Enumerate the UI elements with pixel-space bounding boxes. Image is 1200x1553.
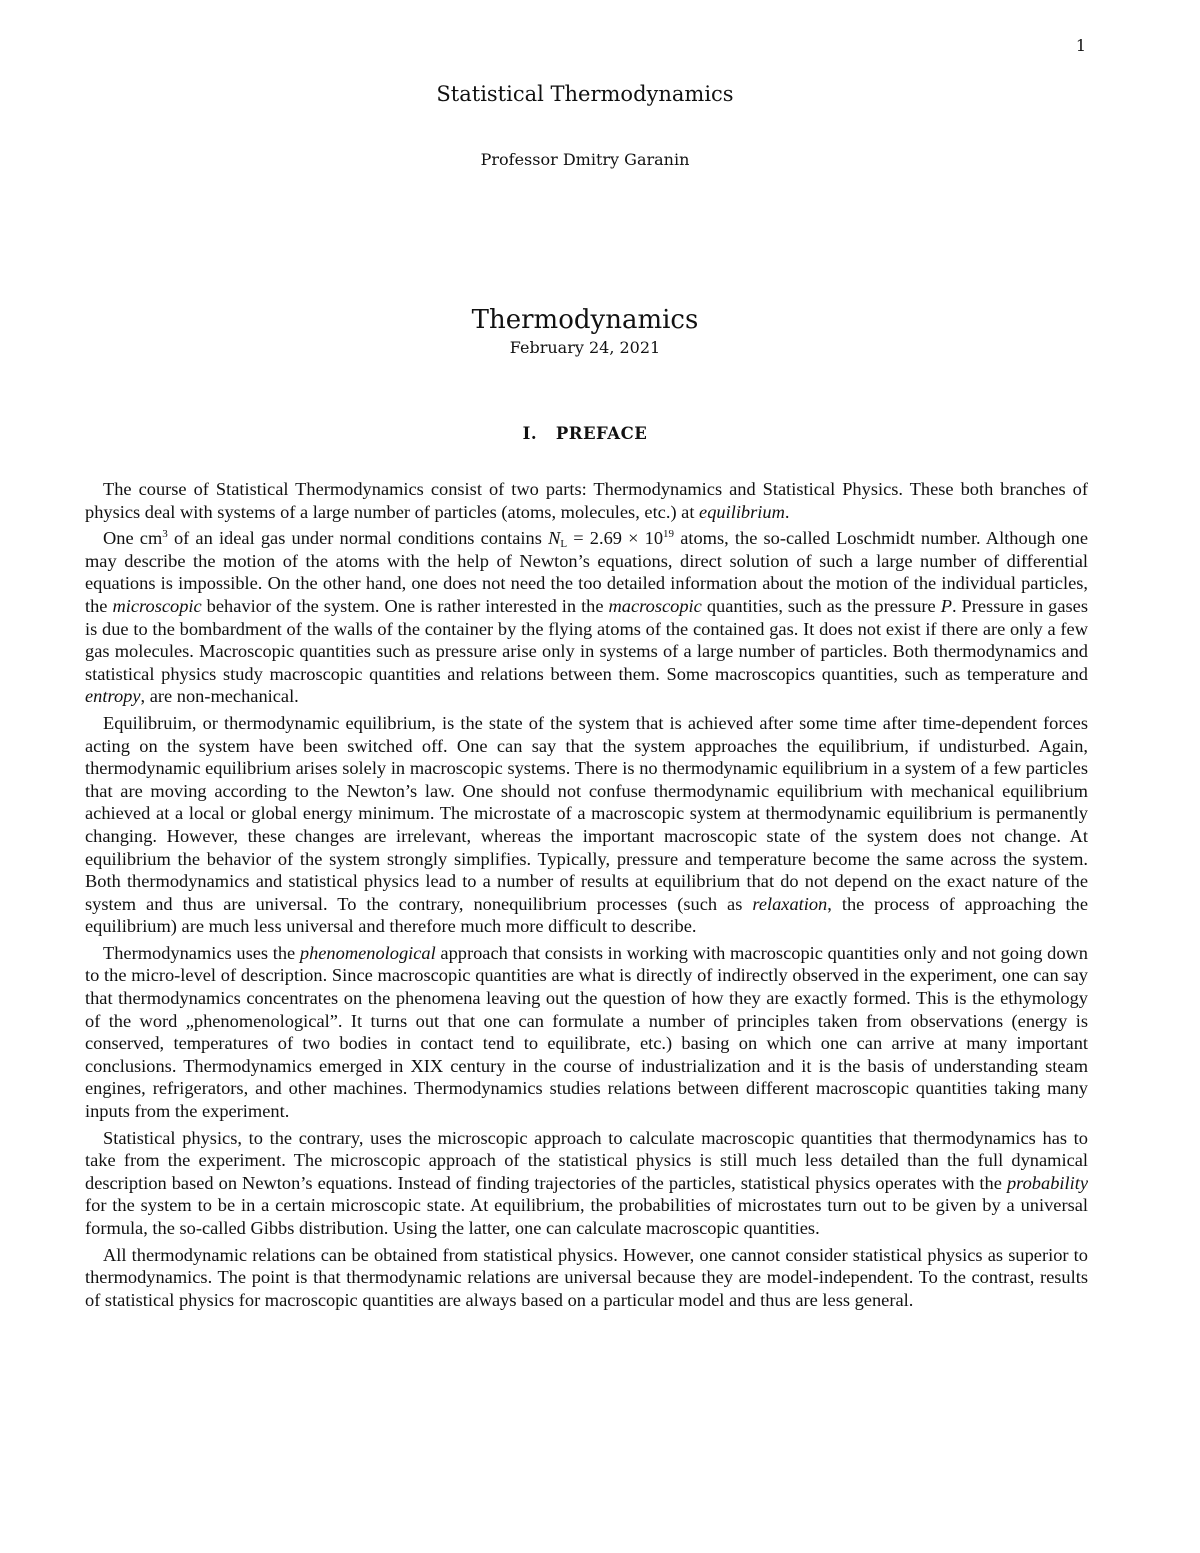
paragraph-3-em-relaxation: relaxation bbox=[752, 893, 828, 914]
paragraph-2-em-entropy: entropy bbox=[85, 686, 141, 707]
paragraph-5 bbox=[85, 1127, 1088, 1240]
paragraph-4-text-a: Thermodynamics uses the bbox=[103, 942, 300, 963]
section-heading bbox=[0, 424, 1170, 443]
course-title: Statistical Thermodynamics bbox=[436, 82, 734, 106]
paragraph-2-text-e: behavior of the system. One is rather interested in the bbox=[201, 595, 609, 616]
body-text bbox=[85, 478, 1088, 1315]
paragraph-3-text-b: , the process of approaching the equilibrium) are much less universal and therefore much more difficult to describe. bbox=[85, 893, 1089, 937]
paragraph-2 bbox=[85, 527, 1088, 708]
paragraph-1-em-equilibrium: equilibrium bbox=[699, 501, 785, 522]
doc-title: Thermodynamics bbox=[471, 305, 699, 335]
section-number: I. bbox=[522, 424, 538, 443]
paragraph-6 bbox=[85, 1244, 1088, 1312]
paragraph-2-text-d: atoms, the so-called Loschmidt number. Although one may describe the motion of the atoms with the help of Newton’s equations, direct solution of such a large number of differential equations is impossible. On the other hand, one does not need the too detailed information about the motion of the individual particles, the bbox=[85, 528, 1088, 616]
page-number: 1 bbox=[1075, 36, 1086, 55]
paragraph-2-text-g: . Pressure in gases is due to the bombardment of the walls of the container by the flying atoms of the contained gas. It does not exist if there are only a few gas molecules. Macroscopic quantities such as pressure arise only in systems of a large number of particles. Both thermodynamics and statistical physics study macroscopic quantities and relations between them. Some macroscopics quantities, such as temperature and bbox=[85, 595, 1088, 684]
paragraph-3-text-a: Equilibruim, or thermodynamic equilibrium, is the state of the system that is achieved after some time after time-dependent forces acting on the system have been switched off. One can say that the system approaches the equilibrium, if undisturbed. Again, thermodynamic equilibrium arises solely in macroscopic systems. There is no thermodynamic equilibrium in a system of a few particles that are moving according to the Newton’s law. One should not confuse thermodynamic equilibrium with mechanical equilibrium achieved at a local or global energy minimum. The microstate of a macroscopic system at thermodynamic equilibrium is permanently changing. However, these changes are irrelevant, whereas the important macroscopic state of the system does not change. At equilibrium the behavior of the system strongly simplifies. Typically, pressure and temperature become the same across the system. Both thermodynamics and statistical physics lead to a number of results at equilibrium that do not depend on the exact nature of the system and thus are universal. To the contrary, nonequilibrium processes (such as bbox=[85, 712, 1088, 914]
paragraph-2-text-f: quantities, such as the pressure bbox=[701, 595, 941, 616]
paragraph-5-text-b: for the system to be in a certain microscopic state. At equilibrium, the probabilities of microstates turn out to be given by a universal formula, the so-called Gibbs distribution. Using the latter, one can calculate macroscopic quantities. bbox=[85, 1195, 1088, 1238]
paragraph-2-var-n: N bbox=[548, 528, 561, 549]
paragraph-5-em-probability: probability bbox=[1006, 1172, 1088, 1193]
doc-date: February 24, 2021 bbox=[509, 338, 661, 357]
author: Professor Dmitry Garanin bbox=[480, 150, 690, 169]
paragraph-2-sub-l: L bbox=[560, 538, 568, 551]
paragraph-4-text-b: approach that consists in working with macroscopic quantities only and not going down to the micro-level of description. Since macroscopic quantities are what is directly of indirectly observed in the experiment, one can say that thermodynamics concentrates on the phenomena leaving out the question of how they are exactly formed. This is the ethymology of the word „phenomenological”. It turns out that one can formulate a number of principles taken from observations (energy is conserved, temperatures of two bodies in contact tend to equilibrate, etc.) basing on which one can arrive at many important conclusions. Thermodynamics emerged in XIX century in the course of industrialization and it is the basis of understanding steam engines, refrigerators, and other machines. Thermodynamics studies relations between different macroscopic quantities taking many inputs from the experiment. bbox=[85, 942, 1088, 1122]
paragraph-2-em-macroscopic: macroscopic bbox=[608, 595, 702, 616]
paragraph-5-text-a: Statistical physics, to the contrary, uses the microscopic approach to calculate macroscopic quantities that thermodynamics has to take from the experiment. The microscopic approach of the statistical physics is still much less detailed than the full dynamical description based on Newton’s equations. Instead of finding trajectories of the particles, statistical physics operates with the bbox=[85, 1127, 1088, 1193]
paragraph-2-sup-cm-exponent: 3 bbox=[162, 528, 168, 541]
section-title: PREFACE bbox=[555, 424, 648, 443]
paragraph-1-text-a: The course of Statistical Thermodynamics consist of two parts: Thermodynamics and Statistical Physics. These both branches of physics deal with systems of a large number of particles (atoms, molecules, etc.) at bbox=[85, 479, 1088, 522]
paragraph-6-text-a: All thermodynamic relations can be obtained from statistical physics. However, one cannot consider statistical physics as superior to thermodynamics. The point is that thermodynamic relations are universal because they are model-independent. To the contrast, results of statistical physics for macroscopic quantities are always based on a particular model and thus are less general. bbox=[85, 1244, 1088, 1310]
paragraph-2-text-a: One cm bbox=[103, 528, 163, 549]
paragraph-4 bbox=[85, 942, 1088, 1123]
paragraph-2-sup-exponent-19: 19 bbox=[663, 528, 675, 541]
paragraph-2-text-b: of an ideal gas under normal conditions contains bbox=[167, 528, 549, 549]
paragraph-2-text-h: , are non-mechanical. bbox=[140, 686, 299, 707]
paragraph-2-var-p: P bbox=[940, 595, 952, 616]
paragraph-3 bbox=[85, 712, 1088, 938]
paragraph-4-em-phenomenological: phenomenological bbox=[299, 942, 436, 963]
paragraph-1 bbox=[85, 478, 1088, 523]
paragraph-1-text-b: . bbox=[784, 501, 790, 522]
paragraph-2-em-microscopic: microscopic bbox=[112, 595, 202, 616]
paragraph-2-text-c: = 2.69 × 10 bbox=[567, 528, 664, 549]
